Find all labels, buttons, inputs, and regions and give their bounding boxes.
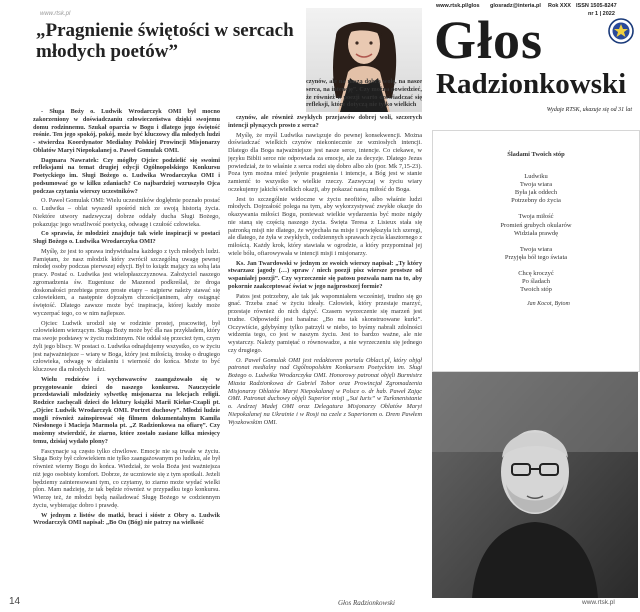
masthead: [428, 0, 640, 125]
article-paragraph: czynów, ale również zwykłych przejawów dobrej woli, szczerych intencji płynących prosto z serca?: [228, 114, 422, 129]
poem-author: Jan Kocot, Bytom: [527, 301, 570, 308]
poem-line: Twoich stóp: [520, 286, 552, 294]
article-paragraph: Co sprawia, że młodzież znajduje tak wiele inspiracji w postaci Sługi Bożego o. Ludwika Wrodarczyka OMI?: [33, 230, 220, 245]
poem-line: Twoja wiara: [519, 181, 553, 189]
footer-brand: Głos Radzionkowski: [338, 599, 395, 607]
masthead-issue: nr 1 | 2022: [588, 11, 615, 17]
masthead-year: Rok XXX: [548, 3, 571, 9]
poem-line: Promień grubych okularów: [500, 221, 572, 229]
article-intro: - Sługa Boży o. Ludwik Wrodarczyk OMI był mocno zakorzeniony w doświadczaniu człowieczeństwa dzięki swojemu domu rodzinnemu. Szukał oparcia w Bogu i dlatego jego świętość rośnie. Ten jego spokój, pokój, może być kluczowy dla młodych ludzi - stwierdza Koordynator Medialny Polskiej Prowincji Misjonarzy Oblatów Maryi Niepokalanej o. Paweł Gomulak OMI.: [33, 108, 220, 154]
poem: [433, 151, 639, 308]
column-2-body: [228, 114, 422, 355]
article-paragraph: Myślę, że jest to sprawa indywidualna każdego z tych młodych ludzi. Pamiętam, że nasz młodzik który zwrócił szczególną uwagę pewnej młodej osoby podczas pierwszej edycji. Był to ksiądz mający za sobą lata pracy. Postać o. Ludwika jest wielopłaszczyznowa. Założyciel naszego zgromadzenia św. Eugeniusz de Mazenod podkreślał, że droga doskonałości przebiega przez proste etapy – najpierw należy stawać się człowiekiem, a następnie dojrzałym chrześcijaninem, aby osiągnąć świętość. Dlatego zawsze może być inspiracja, której każdy może wyczerpać tego, co w nim najlepsze.: [33, 247, 220, 317]
poem-box: [432, 130, 640, 372]
article-column-1: [33, 108, 220, 598]
portrait-man-image: [432, 372, 638, 598]
page-number: 14: [9, 596, 21, 607]
priest-portrait-photo: [432, 372, 638, 598]
poem-line: Twoja miłość: [518, 213, 554, 221]
article-paragraph: Patos jest potrzebny, ale tak jak wspomniałem wcześniej, trudno się go gnać. Trzeba znać w życiu ideały. Człowiek, który przestaje marzyć, przestaje również do nich dążyć. Czasem wyrzeczenie się marzeń jest trudne. Odpowiedź jest banalna: „Bo ma tak skonstruowane kurki”. Oczywiście, gdybyśmy tylko patrzyli w niebo, to byśmy nabrali zdolności widzenia tego, co jest w naszym życiu. Jest to bardzo ważne, ale nie wystarczy. Należy pamiętać o równowadze, a nie wyrzeczeniu się jednego czy drugiego.: [228, 292, 422, 354]
column-1-body: [33, 157, 220, 528]
masthead-email: glosradz@interia.pl: [490, 3, 541, 9]
stanza-gap: [433, 205, 639, 213]
stanza-gap: [433, 238, 639, 246]
article-paragraph: Dagmara Nawratek: Czy mógłby Ojciec podzielić się swoimi refleksjami na temat drugiej edycji Ogólnopolskiego Konkursu Poetyckiego im. Sługi Bożego o. Ludwika Wrodarczyka OMI i podsumować go w kilku zdaniach? Co najbardziej wzruszyło Ojca podczas czytania wierszy uczestników?: [33, 156, 220, 195]
emblem-icon: [608, 18, 634, 44]
masthead-subtitle: Radzionkowski: [436, 68, 627, 100]
article-paragraph: W jednym z listów do matki, braci i sióstr z Obry o. Ludwik Wrodarczyk OMI napisał: „Bo On (Bóg) nie patrzy na wielkość: [33, 511, 220, 527]
article-paragraph: O. Paweł Gomulak OMI: Wielu uczestników doglębnie poznało postać o. Ludwika – oblat wyszedł spośród nich ze swoją historią życia. Niektóre utwory nadzwyczaj dobrze oddały ducha Sługi Bożego, pokazując jego wrażliwość poetycką, odwagę i czułość człowieka.: [33, 197, 220, 228]
footer-website: www.rtsk.pl: [582, 599, 615, 606]
poem-line: Chcę kroczyć: [518, 269, 554, 277]
article-paragraph: Fascynacje są często tylko chwilowe. Emocje nie są trwałe w życiu. Sługa Boży był człowiekiem nie tylko zaangażowanym po ludzku, ale był również wierny Bogu do końca. Wiedział, że wola Boża jest ważniejsza niż jego osobisty komfort. Dobrze, że uczniowie się z tym spotkali. Jeżeli będziemy zainteresowani tym, co czytamy, to ziarno może wydać wielki plon. Mam nadzieję, że tak będzie również w przypadku tego konkursu. Wierzę też, że młodzi będą naśladować Sługę Bożego w codziennym życiu, wybierając dobro i prawdę.: [33, 447, 220, 509]
poem-line: Twoja wiara: [519, 245, 553, 253]
article-paragraph: Myślę, że myśl Ludwika nawiązuje do pewnej konsekwencji. Można doświadczać wielkich czynów niekoniecznie ze wzniosłych intencji. Dlatego dla Boga najważniejsze jest nasze serce, intencje. Co ciekawe, w języku Biblii serce nie odpowiada za emocje, ale za decyzje. Dlatego Jezus powiedział, że to właśnie z serca rodzi się dobro albo zło (por. Mk 7,15-23). Poza tym można mieć jedynie pragnienia i intencje, a Bóg jest w stanie zamienić to wszystko w wielkie rzeczy. Zazwyczaj w życiu wiary oczekujemy jakichś wielkich okazji, aby pokazać naszą miłość do Boga.: [228, 131, 422, 193]
masthead-slogan: Wydaje RTSK, ukazuje się od 31 lat: [546, 107, 632, 113]
poem-line: Była jak oddech: [514, 189, 558, 197]
author-bio: O. Paweł Gomulak OMI jest redaktorem portalu Oblaci.pl, który objął patronat medialny nad Ogólnopolskim Konkursem Poetyckim im. Sługi Bożego o. Ludwika Wrodarczyka OMI. Honorowy patronat objęli Burmistrz Miasta Radzionkowa dr Gabriel Tobor oraz Prowincjał Zgromadzenia Misjonarzy Oblatów Maryi Niepokalanej w Polsce o. dr hab. Paweł Zając OMI. Patronat duchowy objęli Superior misji „Sui Iuris” w Turkmenistanie o. Andrzej Madej OMI oraz Delegatura Misjonarzy Oblatów Maryi Niepokalanej na Ukrainie i w Rosji na czele z Superiorem o. Drem Pawłem Wyszkowskim OMI.: [228, 356, 422, 426]
intro-right-text: czynów, ale na naszą dobrą wolę, na nasze serca, na intencję”. Czy można powiedzieć, że również w poezji warto doświadczać się refleksji, które dotyczą nie tylko wielkich: [306, 78, 422, 109]
article-headline: „Pragnienie świętości w sercach młodych poetów”: [36, 20, 294, 62]
poem-title: Śladami Twoich stóp: [507, 151, 565, 158]
poem-line: Przyjęła bół tego świata: [504, 253, 568, 261]
article-paragraph: Ks. Jan Twardowski w jednym ze swoich wierszy napisał: „Ty który stwarzasz jagody (…) spraw / niech poezji pisz wiersze prostsze od wspaniałej poezji”. Czy wyrzeczenie się patosu pozwala nam na to, aby pokornie zaakceptować świat w jego najprostszej formie?: [228, 259, 422, 290]
masthead-issn: ISSN 1505-8247: [576, 3, 617, 9]
poem-line: Widziała prawdę: [514, 229, 558, 237]
poem-line: Potrzebny do życia: [511, 197, 561, 205]
poem-lines: [433, 173, 639, 294]
article-paragraph: Wielu rodziców i wychowawców zaangażowało się w przygotowanie dzieci do naszego konkursu. Nauczyciele przedstawiali młodzieży sylwetkę misjonarza na lekcjach religii. Rodzice zachęcali dzieci do lektury książki Marii Kiełar-Czapli pt. „Ojciec Ludwik Wrodarczyk OMI. Portret duchowy”. Młodzi ludzie mogli również zainspirować się filmem dokumentalnym Kamila Niesłonego i Macieja Marmola pt. „Z Radzionkowa na ofiarę”. Czy możemy stwierdzić, że ziarno, które zostało zasiane kilka miesięcy temu, dzisiaj wydało plony?: [33, 375, 220, 445]
poem-line: Po śladach: [522, 278, 550, 286]
masthead-website: www.rtsk.pl/glos: [436, 3, 480, 9]
stanza-gap: [433, 262, 639, 270]
article-paragraph: Jest to szczególnie widoczne w życiu neofitów, albo właśnie ludzi młodych. Dojrzałość polega na tym, aby wykorzystywać zwykłe okazje do okazywania miłości Bogu, ponieważ wielkie wydarzenia być może nigdy nie staną się częścią naszego życia. Święta Teresa z Lisieux stała się patronką misji nie dlatego, że wyjechała na misje i powiększyła ich szeregi, ale dlatego, że żyła w zwykłych, codziennych sprawach życia klasztornego z miłością. Każdy krok, który stawiała w ogrodzie, a który przypominał jej wiele bólu, ofiarowywała w intencji misji i misjonarzy.: [228, 195, 422, 257]
article-column-2: [228, 114, 422, 606]
poem-line: Ludwiku: [524, 173, 548, 181]
top-website-label: www.rtsk.pl: [40, 11, 71, 17]
masthead-title: Głos: [434, 10, 544, 70]
article-paragraph: Ojciec Ludwik urodził się w rodzinie prostej, pracowitej, był człowiekiem wierzącym. Sługa Boży może być dla nas przykładem, który ma swoje podstawy w życiu rodzinnym. Nie oddał się przecież tym, czym żyli jego bliscy. W postaci o. Ludwika odnajdujemy wszystko, co w życiu jest najważniejsze – wiarę w Boga, który jest miłością, troskę o drugiego człowieka, odwagę w działaniu i wierność do końca. Może to być kluczowe dla młodych ludzi.: [33, 319, 220, 373]
